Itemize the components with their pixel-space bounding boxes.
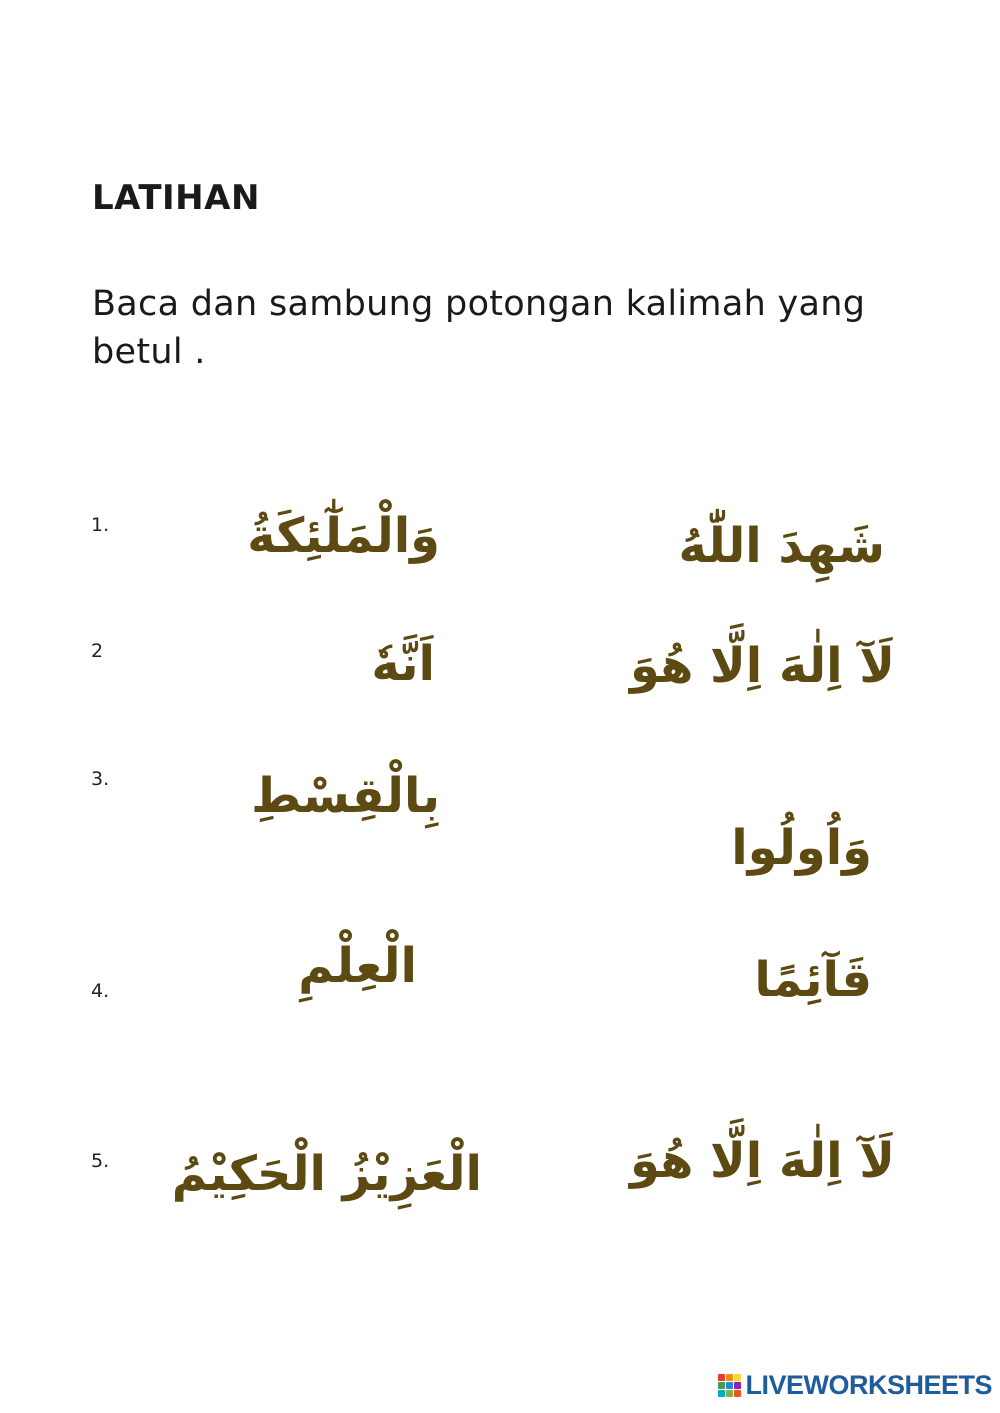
phrase-left-5[interactable]: الْعَزِيْزُ الْحَكِيْمُ (171, 1146, 482, 1202)
phrase-right-3[interactable]: وَاُولُوا (731, 820, 872, 876)
phrase-right-5[interactable]: لَآ اِلٰهَ اِلَّا هُوَ (629, 1133, 895, 1189)
instruction-text: Baca dan sambung potongan kalimah yang betul . (92, 284, 866, 372)
logo-tile (734, 1374, 741, 1381)
logo-tile (718, 1382, 725, 1389)
logo-text: LIVEWORKSHEETS (745, 1370, 992, 1400)
logo-icon (718, 1374, 741, 1397)
page-title: LATIHAN (92, 178, 260, 218)
logo-tile (726, 1374, 733, 1381)
phrase-right-1[interactable]: شَهِدَ اللّٰهُ (678, 518, 885, 574)
liveworksheets-logo (718, 1370, 992, 1401)
item-number-1: 1. (91, 514, 110, 536)
item-number-2: 2 (91, 640, 104, 662)
logo-tile (726, 1382, 733, 1389)
logo-tile (726, 1390, 733, 1397)
logo-tile (734, 1382, 741, 1389)
phrase-left-2[interactable]: اَنَّهٗ (371, 636, 435, 692)
logo-tile (734, 1390, 741, 1397)
item-number-3: 3. (91, 768, 110, 790)
phrase-right-4[interactable]: قَآئِمًا (754, 952, 872, 1008)
phrase-left-3[interactable]: بِالْقِسْطِ (251, 768, 440, 824)
item-number-4: 4. (91, 980, 110, 1002)
logo-tile (718, 1374, 725, 1381)
phrase-left-4[interactable]: الْعِلْمِ (298, 938, 417, 994)
phrase-right-2[interactable]: لَآ اِلٰهَ اِلَّا هُوَ (629, 638, 895, 694)
logo-tile (718, 1390, 725, 1397)
item-number-5: 5. (91, 1150, 110, 1172)
phrase-left-1[interactable]: وَالْمَلٰٓئِكَةُ (247, 508, 440, 564)
